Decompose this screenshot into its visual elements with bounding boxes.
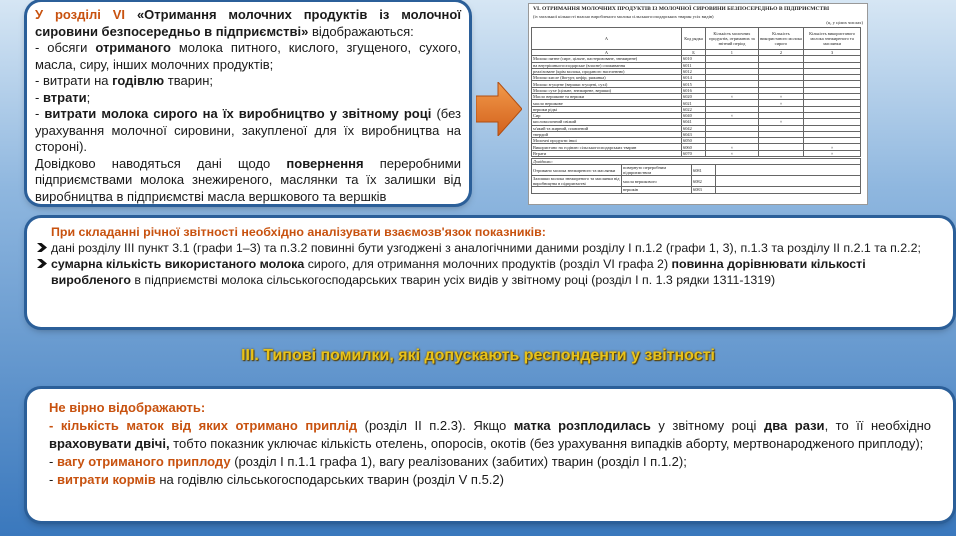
ref-cell: Залишки молока знежиреного та маслянки від виробництва в підприємстві (533, 176, 620, 187)
form-header-row (532, 28, 861, 50)
text: (розділ ІІ п.2.3). Якщо (357, 418, 514, 433)
row-code: 6010 (682, 56, 706, 62)
section-title-quote: «Отримання молочних продуктів із молочної сировини безпосередньо в підприємстві» (35, 7, 461, 39)
text: переробними підприємствами молока знежиреного, маслянки та їх залишки від виробництва в підприємстві масла вершкового та вершків (35, 155, 462, 204)
ref-cell: 6081 (692, 165, 716, 176)
highlight: вагу отриманого приплоду (56, 454, 231, 469)
header-cell: Кількість молочних продуктів, отриманих за звітний період (706, 28, 759, 50)
interrelation-bullet-1 (37, 240, 943, 256)
bold-term: повинна дорівнювати кількості виробленого (51, 257, 866, 287)
row-code: 6016 (682, 87, 706, 93)
row-name: Молочні продукти інші (532, 138, 682, 144)
form-rows (532, 56, 861, 157)
row-code: 6012 (682, 68, 706, 74)
dash: - (35, 106, 45, 121)
header-cell: А (532, 28, 682, 50)
text: , то її необхідно (824, 418, 932, 433)
dash: - обсяги (35, 40, 96, 55)
ref-rows (532, 165, 861, 193)
dash: - (49, 454, 57, 469)
dash: - (35, 89, 43, 105)
row-code: 6020 (682, 94, 706, 100)
ref-cell (532, 187, 622, 193)
row-name: Молоко кисле (йогурт, кефір, ряжанка) (532, 75, 682, 81)
row-value-cell: × (706, 150, 759, 156)
row-code: 6060 (682, 144, 706, 150)
ref-label: Довідково: (532, 159, 861, 165)
bullet-losses (35, 90, 461, 107)
header-cell: Кількість використаного молока знежиреного та маслянки (804, 28, 861, 50)
interrelation-box (27, 218, 953, 327)
row-code: 6041 (682, 119, 706, 125)
row-name: Молоко згущене (вершки згущені, сухі) (532, 81, 682, 87)
row-name: кисломолочний свіжий (532, 119, 682, 125)
form-title: VI. ОТРИМАННЯ МОЛОЧНИХ ПРОДУКТІВ ІЗ МОЛОЧНОЇ СИРОВИНИ БЕЗПОСЕРЕДНЬО В ПІДПРИЄМСТВІ (533, 6, 830, 12)
dash: - (49, 472, 57, 487)
row-value-cell: × (804, 144, 861, 150)
bold-term: враховувати двічі, (49, 436, 170, 451)
row-name: на внутрішньогосподарське (власне) споживання (532, 62, 682, 68)
error-item-2 (49, 453, 931, 471)
form-section-vi-image (528, 3, 868, 205)
header-cell: Код рядка (682, 28, 706, 50)
text: Довідково наводяться дані щодо (35, 155, 287, 171)
form-table (531, 27, 861, 157)
right-arrow-icon (476, 82, 522, 136)
ref-value-cell (716, 165, 861, 176)
text: - витрати на (35, 73, 113, 88)
form-row (532, 150, 861, 156)
bold-term: втрати (42, 89, 87, 105)
row-name: м'який та жирний, плавлений (532, 125, 682, 131)
row-value-cell: × (758, 94, 803, 100)
ref-value-cell (716, 187, 861, 193)
text: сирого, для отримання молочних продуктів (розділ VI графа 2) (304, 257, 672, 271)
row-name: твердий (532, 131, 682, 137)
row-code: 6050 (682, 138, 706, 144)
row-value-cell: × (804, 150, 861, 156)
form-unit: (ц, у цілих числах) (826, 20, 863, 25)
bold-term: повернення (286, 155, 364, 171)
dash: - (49, 418, 61, 433)
row-name: Використано на годівлю сільськогосподарських тварин (532, 144, 682, 150)
text: у звітному році (650, 418, 764, 433)
section-vi-description (27, 2, 469, 204)
row-name: вершки рідкі (532, 106, 682, 112)
row-value-cell: × (758, 100, 803, 106)
colnum-cell: Б (682, 50, 706, 56)
row-code: 6043 (682, 131, 706, 137)
ref-cell: масла вершкового (622, 176, 692, 187)
row-code: 6042 (682, 125, 706, 131)
row-code: 6022 (682, 106, 706, 112)
ref-cell: 6082 (692, 176, 716, 187)
row-code: 6011 (682, 62, 706, 68)
row-name: Молоко питне (сире, цільне, пастеризоване, знежирене) (532, 56, 682, 62)
bullet-feeding (35, 73, 461, 90)
text: ; (86, 89, 91, 105)
row-code: 6014 (682, 75, 706, 81)
text: в підприємстві молока сільськогосподарських тварин усіх видів у звітному році (розділ І п. 1.3 рядки 1311-1319) (130, 273, 776, 287)
intro-paragraph (35, 7, 461, 40)
bold-term: отриманого (95, 40, 171, 55)
row-value-cell: × (706, 112, 759, 118)
row-value-cell: × (706, 94, 759, 100)
form-subtitle: (із загальної кількості власно виробленого молока сільськогосподарських тварин усіх видів) (533, 14, 714, 19)
text: (без урахування молочної сировини, закупленої для їх виробництва на стороні). (35, 106, 461, 154)
bold-term: витрати молока сирого на їх виробництво у звітному році (44, 106, 432, 121)
form-ref-table (531, 158, 861, 194)
row-name: масло вершкове (532, 100, 682, 106)
row-code: 6015 (682, 81, 706, 87)
row-name: реалізоване (крім молока, проданого населенню) (532, 68, 682, 74)
row-value-cell: × (706, 144, 759, 150)
row-code: 6070 (682, 150, 706, 156)
errors-box (27, 389, 953, 521)
text: молока питного, кислого, згущеного, сухого, масла, сиру, інших молочних продуктів; (35, 40, 461, 72)
section-heading: ІІІ. Типові помилки, які допускають респонденти у звітності (241, 347, 715, 364)
ref-row (532, 187, 861, 193)
text: дані розділу ІІІ пункт 3.1 (графи 1–3) та п.3.2 повинні бути узгоджені з аналогічними даними розділу І п.1.2 (графи 1, 3), п.1.3 та розділу ІІ п.2.1 та п.2.2; (51, 241, 921, 255)
row-name: Сир (532, 112, 682, 118)
ref-cell: вершків (622, 187, 692, 193)
row-value-cell (758, 150, 803, 156)
reference-paragraph (35, 156, 461, 206)
highlight: витрати кормів (56, 472, 156, 487)
ref-row (532, 176, 861, 187)
bullet-raw-milk (35, 106, 461, 156)
highlight: кількість маток від яких отримано приплід (60, 418, 358, 433)
colnum-cell: 3 (804, 50, 861, 56)
colnum-cell: 2 (758, 50, 803, 56)
colnum-cell: А (532, 50, 682, 56)
section-ref: У розділі VI (35, 7, 137, 22)
text: тварин; (164, 73, 213, 88)
ref-value-cell (716, 176, 861, 187)
row-code: 6040 (682, 112, 706, 118)
ref-row (532, 165, 861, 176)
error-item-3 (49, 471, 931, 489)
text: на годівлю сільськогосподарських тварин (розділ V п.5.2) (155, 472, 504, 487)
colnum-cell: 1 (706, 50, 759, 56)
bold-term: матка розплодилась (513, 418, 651, 433)
ref-cell: 6083 (692, 187, 716, 193)
row-value-cell: × (758, 119, 803, 125)
bold-term: сумарна кількість використаного молока (51, 257, 305, 271)
interrelation-heading: При складанні річної звітності необхідно аналізувати взаємозв'язок показників: (51, 225, 546, 239)
ref-cell: повернуто переробним підприємством (622, 165, 692, 176)
row-name: Молоко сухе (цільне, знежирене, вершки) (532, 87, 682, 93)
error-item-1 (49, 417, 931, 453)
header-cell: Кількість використаного молока сирого (758, 28, 803, 50)
bullet-obsyagy (35, 40, 461, 73)
ref-cell: Отримано молока знежиреного та маслянки (532, 165, 622, 176)
interrelation-bullet-2 (37, 256, 943, 288)
bold-term: годівлю (112, 73, 165, 88)
row-name: Масло вершкове та вершки (532, 94, 682, 100)
errors-heading: Не вірно відображають: (49, 400, 206, 415)
text: тобто показник уключає кількість отелень, опоросів, окотів (без урахування випадків аборту, мертвонародженого приплоду); (169, 436, 924, 451)
row-code: 6021 (682, 100, 706, 106)
intro-tail: відображаються: (308, 23, 414, 39)
bold-term: два рази (763, 418, 825, 433)
text: (розділ І п.1.1 графа 1), вагу реалізованих (забитих) тварин (розділ І п.1.2); (230, 454, 687, 469)
row-name: Втрати (532, 150, 682, 156)
